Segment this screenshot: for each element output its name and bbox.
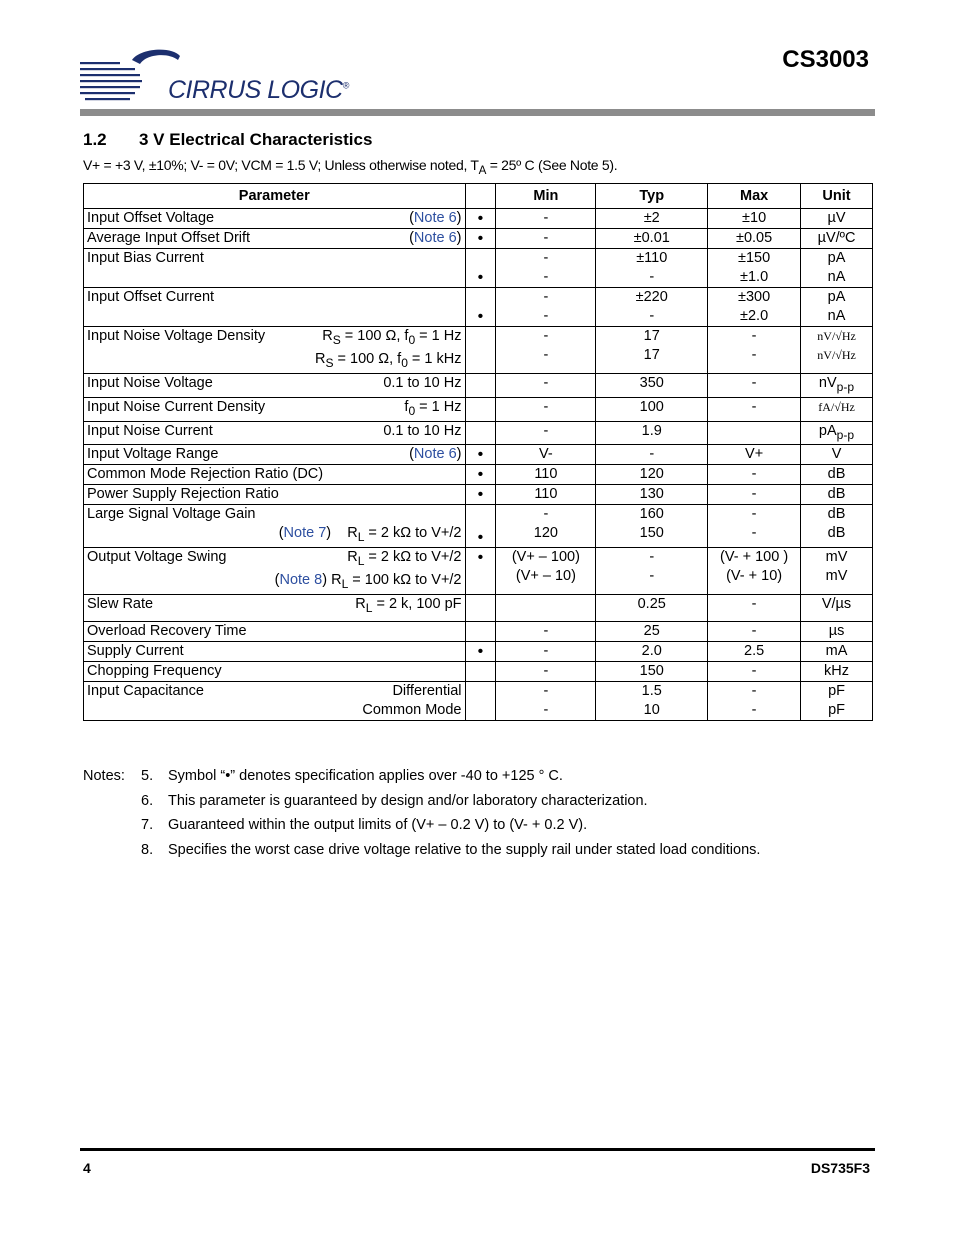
test-condition: 0.1 to 10 Hz: [383, 422, 462, 439]
full-temp-bullet: [465, 421, 496, 445]
parameter-cell: [84, 485, 466, 505]
parameter-cell: [84, 505, 466, 548]
section-title: [83, 130, 372, 150]
table-row: [84, 445, 873, 465]
section-number: 1.2: [83, 130, 107, 149]
full-temp-bullet: •: [465, 445, 496, 465]
parameter-name: Input Noise Current: [87, 422, 213, 439]
full-temp-bullet: •: [465, 505, 496, 548]
table-row: [84, 397, 873, 421]
full-temp-bullet: •: [465, 642, 496, 662]
electrical-characteristics-table: [83, 183, 873, 721]
header-min: Min: [496, 184, 596, 209]
parameter-name: Input Noise Current Density: [87, 398, 266, 415]
parameter-name: Chopping Frequency: [87, 663, 222, 680]
typ-value: -: [596, 445, 708, 465]
max-value: -: [708, 465, 801, 485]
max-value: ±300 ±2.0: [708, 288, 801, 327]
parameter-name: Overload Recovery Time: [87, 623, 247, 640]
note-item: [83, 768, 760, 793]
test-condition: $f_0 = 1$ Hz: [404, 398, 462, 418]
parameter-cell: [84, 548, 466, 595]
max-value: [708, 421, 801, 445]
min-value: - -: [496, 288, 596, 327]
note-text: This parameter is guaranteed by design and/or laboratory characterization.: [168, 792, 648, 809]
document-id: CS3003: [782, 46, 869, 73]
note-text: Specifies the worst case drive voltage relative to the supply rail under stated load conditions.: [168, 841, 761, 858]
min-value: -: [496, 209, 596, 229]
parameter-cell: [84, 397, 466, 421]
table-row: [84, 622, 873, 642]
min-value: 110: [496, 465, 596, 485]
table-row: [84, 548, 873, 595]
min-value: (V+ – 100) (V+ – 10): [496, 548, 596, 595]
parameter-cell: [84, 229, 466, 249]
header-rule: [80, 109, 875, 116]
parameter-name: Output Voltage Swing: [87, 549, 227, 566]
test-conditions: V+ = +3 V, ±10%; V- = 0V; VCM = 1.5 V; Unless otherwise noted, $T_A$ = 25º C (See Note 5).: [83, 157, 618, 177]
full-temp-bullet: •: [465, 229, 496, 249]
full-temp-bullet: [465, 595, 496, 622]
table-row: [84, 505, 873, 548]
parameter-cell: [84, 465, 466, 485]
table-row: [84, 373, 873, 397]
parameter-name: Average Input Offset Drift: [87, 230, 251, 246]
typ-value: 150: [596, 662, 708, 682]
min-value: -: [496, 642, 596, 662]
max-value: (V- + 100 ) (V- + 10): [708, 548, 801, 595]
unit-value: µV/ºC: [801, 229, 873, 249]
table-row: [84, 662, 873, 682]
min-value: - -: [496, 327, 596, 374]
max-value: -: [708, 373, 801, 397]
parameter-cell: [84, 682, 466, 721]
parameter-cell: [84, 373, 466, 397]
notes-label: Notes:: [83, 768, 125, 784]
parameter-cell: [84, 421, 466, 445]
max-value: -: [708, 397, 801, 421]
unit-value: µV: [801, 209, 873, 229]
unit-value: V: [801, 445, 873, 465]
full-temp-bullet: [465, 682, 496, 721]
parameter-name: Input Offset Voltage: [87, 210, 215, 226]
unit-value: mV mV: [801, 548, 873, 595]
parameter-cell: [84, 209, 466, 229]
max-value: -: [708, 595, 801, 622]
note-item: [83, 842, 760, 867]
typ-value: - -: [596, 548, 708, 595]
min-value: -: [496, 662, 596, 682]
table-row: [84, 485, 873, 505]
note-number: 8.: [141, 841, 154, 858]
parameter-name: Large Signal Voltage Gain: [87, 506, 256, 523]
note-number: 5.: [141, 768, 154, 784]
typ-value: 2.0: [596, 642, 708, 662]
test-condition: (Note 6): [409, 210, 462, 226]
typ-value: ±0.01: [596, 229, 708, 249]
parameter-cell: [84, 595, 466, 622]
min-value: 110: [496, 485, 596, 505]
full-temp-bullet: [465, 373, 496, 397]
full-temp-bullet: [465, 662, 496, 682]
unit-value: kHz: [801, 662, 873, 682]
unit-value: dB: [801, 485, 873, 505]
min-value: - -: [496, 682, 596, 721]
test-condition: (Note 7) $R_L = 2$ kΩ to V+/2: [278, 525, 462, 545]
header-unit: Unit: [801, 184, 873, 209]
table-row: [84, 229, 873, 249]
parameter-name: Input Noise Voltage Density: [87, 328, 266, 344]
table-row: [84, 595, 873, 622]
unit-value: pF pF: [801, 682, 873, 721]
header-max: Max: [708, 184, 801, 209]
min-value: - 120: [496, 505, 596, 548]
note-item: [83, 793, 760, 818]
unit-value: dB: [801, 465, 873, 485]
test-condition: (Note 6): [409, 230, 462, 246]
min-value: -: [496, 373, 596, 397]
test-condition: $R_L = 2$ k, 100 pF: [355, 596, 462, 616]
parameter-name: Input Voltage Range: [87, 446, 219, 463]
max-value: - -: [708, 505, 801, 548]
full-temp-bullet: •: [465, 288, 496, 327]
note-text: Guaranteed within the output limits of (V+ – 0.2 V) to (V- + 0.2 V).: [168, 817, 588, 833]
unit-value: µs: [801, 622, 873, 642]
min-value: -: [496, 397, 596, 421]
parameter-cell: [84, 642, 466, 662]
full-temp-bullet: •: [465, 485, 496, 505]
min-value: -: [496, 622, 596, 642]
typ-value: 0.25: [596, 595, 708, 622]
typ-value: 100: [596, 397, 708, 421]
max-value: ±150 ±1.0: [708, 249, 801, 288]
note-text: Symbol “•” denotes specification applies over -40 to +125 ° C.: [168, 768, 563, 784]
table-row: [84, 682, 873, 721]
max-value: - -: [708, 682, 801, 721]
min-value: -: [496, 421, 596, 445]
note-number: 6.: [141, 792, 154, 809]
max-value: ±10: [708, 209, 801, 229]
table-row: [84, 209, 873, 229]
typ-value: 1.9: [596, 421, 708, 445]
logo-text: CIRRUS LOGIC®: [168, 76, 349, 104]
parameter-name: Power Supply Rejection Ratio: [87, 486, 279, 503]
header-typ: Typ: [596, 184, 708, 209]
max-value: -: [708, 662, 801, 682]
min-value: V-: [496, 445, 596, 465]
table-row: [84, 465, 873, 485]
typ-value: 25: [596, 622, 708, 642]
typ-value: 120: [596, 465, 708, 485]
notes-section: [83, 768, 760, 866]
max-value: 2.5: [708, 642, 801, 662]
unit-value: pA nA: [801, 288, 873, 327]
parameter-cell: [84, 622, 466, 642]
full-temp-bullet: [465, 397, 496, 421]
footer-doc-code: DS735F3: [810, 1160, 870, 1176]
unit-value: pA nA: [801, 249, 873, 288]
full-temp-bullet: •: [465, 209, 496, 229]
full-temp-bullet: •: [465, 249, 496, 288]
max-value: -: [708, 622, 801, 642]
table-row: [84, 249, 873, 288]
min-value: [496, 595, 596, 622]
parameter-name: Input Noise Voltage: [87, 374, 213, 391]
full-temp-bullet: [465, 622, 496, 642]
header-symbol: [465, 184, 496, 209]
typ-value: ±110 -: [596, 249, 708, 288]
unit-value: dB dB: [801, 505, 873, 548]
max-value: - -: [708, 327, 801, 374]
max-value: -: [708, 485, 801, 505]
unit-value: fA/√Hz: [801, 397, 873, 421]
unit-value: nV/√Hz nV/√Hz: [801, 327, 873, 374]
typ-value: 17 17: [596, 327, 708, 374]
min-value: - -: [496, 249, 596, 288]
typ-value: 130: [596, 485, 708, 505]
footer-rule: [80, 1148, 875, 1151]
notes-label: [83, 842, 141, 867]
table-header-row: [84, 184, 873, 209]
parameter-name: Supply Current: [87, 643, 184, 660]
typ-value: ±2: [596, 209, 708, 229]
notes-label: [83, 793, 141, 818]
parameter-cell: [84, 327, 466, 374]
parameter-name: Common Mode Rejection Ratio (DC): [87, 466, 324, 483]
table-row: [84, 327, 873, 374]
header-parameter: Parameter: [84, 184, 466, 209]
section-heading: 3 V Electrical Characteristics: [139, 130, 373, 149]
unit-value: mA: [801, 642, 873, 662]
min-value: -: [496, 229, 596, 249]
note-number: 7.: [141, 817, 154, 833]
typ-value: 350: [596, 373, 708, 397]
full-temp-bullet: [465, 327, 496, 374]
test-condition: Differential Common Mode: [362, 683, 462, 719]
unit-value: V/µs: [801, 595, 873, 622]
parameter-name: Input Capacitance: [87, 683, 204, 700]
test-condition: $R_L = 2$ kΩ to V+/2 (Note 8) $R_L = 100$ kΩ to V+/2: [274, 549, 462, 592]
parameter-name: Slew Rate: [87, 596, 154, 613]
typ-value: 160 150: [596, 505, 708, 548]
page-number: 4: [83, 1160, 91, 1176]
typ-value: 1.5 10: [596, 682, 708, 721]
unit-value: $nV_{p-p}$: [801, 373, 873, 397]
parameter-name: Input Bias Current: [87, 250, 204, 266]
note-item: [83, 817, 760, 842]
test-condition: 0.1 to 10 Hz: [383, 374, 462, 391]
parameter-cell: [84, 249, 466, 288]
test-condition: $R_S = 100$ Ω, $f_0 = 1$ Hz $R_S = 100$ Ω, $f_0 = 1$ kHz: [314, 328, 462, 370]
table-row: [84, 421, 873, 445]
table-row: [84, 288, 873, 327]
parameter-name: Input Offset Current: [87, 289, 215, 305]
full-temp-bullet: •: [465, 548, 496, 595]
parameter-cell: [84, 445, 466, 465]
notes-label: [83, 817, 141, 842]
max-value: ±0.05: [708, 229, 801, 249]
typ-value: ±220 -: [596, 288, 708, 327]
table-body: [84, 209, 873, 721]
max-value: V+: [708, 445, 801, 465]
full-temp-bullet: •: [465, 465, 496, 485]
test-condition: (Note 6): [409, 446, 462, 463]
parameter-cell: [84, 662, 466, 682]
table-row: [84, 642, 873, 662]
unit-value: $pA_{p-p}$: [801, 421, 873, 445]
parameter-cell: [84, 288, 466, 327]
